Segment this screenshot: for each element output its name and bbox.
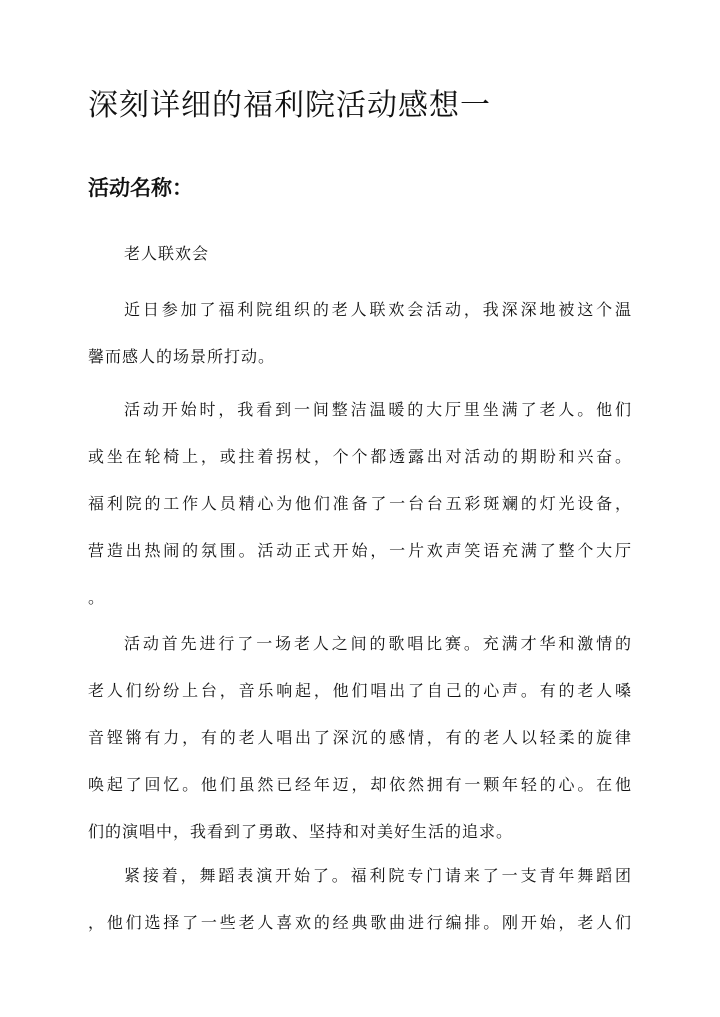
paragraph-line: 近日参加了福利院组织的老人联欢会活动，我深深地被这个温 xyxy=(124,300,632,319)
document-title: 深刻详细的福利院活动感想一 xyxy=(88,88,491,123)
paragraph-activity-name xyxy=(88,230,632,277)
paragraph-line: 。 xyxy=(88,588,106,607)
paragraph-line: 或坐在轮椅上，或拄着拐杖，个个都透露出对活动的期盼和兴奋。 xyxy=(88,447,632,466)
paragraph-line: 们的演唱中，我看到了勇敢、坚持和对美好生活的追求。 xyxy=(88,822,514,841)
paragraph-line: 紧接着，舞蹈表演开始了。福利院专门请来了一支青年舞蹈团 xyxy=(124,866,632,885)
paragraph-line: 老人联欢会 xyxy=(124,244,210,263)
paragraph-line: 活动开始时，我看到一间整洁温暖的大厅里坐满了老人。他们 xyxy=(124,400,632,419)
paragraph-singing-contest xyxy=(88,620,632,855)
paragraph-line: ，他们选择了一些老人喜欢的经典歌曲进行编排。刚开始，老人们 xyxy=(88,913,632,932)
paragraph-line: 福利院的工作人员精心为他们准备了一台台五彩斑斓的灯光设备， xyxy=(88,494,632,513)
section-heading-activity-name: 活动名称： xyxy=(88,175,193,200)
paragraph-line: 馨而感人的场景所打动。 xyxy=(88,347,276,366)
paragraph-line: 唤起了回忆。他们虽然已经年迈，却依然拥有一颗年轻的心。在他 xyxy=(88,775,632,794)
paragraph-dance-show xyxy=(88,852,632,946)
paragraph-line: 活动首先进行了一场老人之间的歌唱比赛。充满才华和激情的 xyxy=(124,634,632,653)
paragraph-line: 营造出热闹的氛围。活动正式开始，一片欢声笑语充满了整个大厅 xyxy=(88,541,632,560)
paragraph-activity-start xyxy=(88,386,632,621)
paragraph-line: 老人们纷纷上台，音乐响起，他们唱出了自己的心声。有的老人嗓 xyxy=(88,681,632,700)
paragraph-intro xyxy=(88,286,632,380)
paragraph-line: 音铿锵有力，有的老人唱出了深沉的感情，有的老人以轻柔的旋律 xyxy=(88,728,632,747)
